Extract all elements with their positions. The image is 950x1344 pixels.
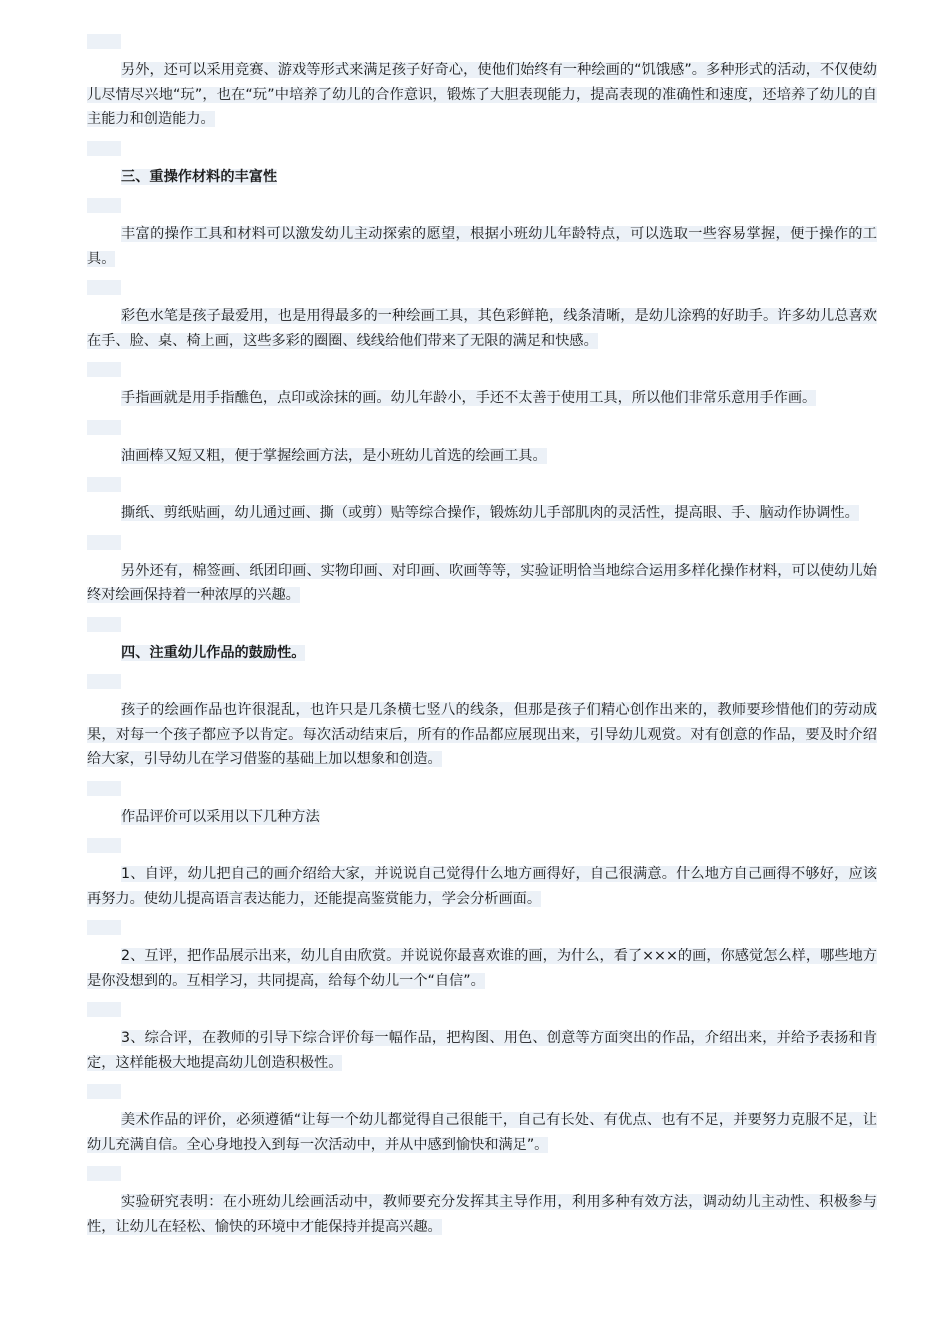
paragraph-text: 油画棒又短又粗，便于掌握绘画方法，是小班幼儿首选的绘画工具。 — [121, 447, 547, 464]
blank-line — [87, 34, 121, 49]
paragraph — [87, 58, 877, 132]
paragraph-text: 彩色水笔是孩子最爱用，也是用得最多的一种绘画工具，其色彩鲜艳，线条清晰，是幼儿涂鸦的好助手。许多幼儿总喜欢在手、脸、桌、椅上画，这些多彩的圈圈、线线给他们带来了无限的满足和快感。 — [87, 308, 877, 349]
section-heading — [87, 165, 877, 190]
blank-line — [87, 535, 121, 550]
section-heading-text: 四、注重幼儿作品的鼓励性。 — [121, 644, 306, 661]
blank-line — [87, 1084, 121, 1099]
paragraph-text: 3、综合评，在教师的引导下综合评价每一幅作品，把构图、用色、创意等方面突出的作品，介绍出来，并给予表扬和肯定，这样能极大地提高幼儿创造积极性。 — [87, 1030, 877, 1071]
blank-line — [87, 920, 121, 935]
paragraph — [87, 944, 877, 993]
paragraph-text: 撕纸、剪纸贴画，幼儿通过画、撕（或剪）贴等综合操作，锻炼幼儿手部肌肉的灵活性，提高眼、手、脑动作协调性。 — [121, 505, 859, 521]
blank-line — [87, 674, 121, 689]
paragraph — [87, 862, 877, 911]
blank-line — [87, 141, 121, 156]
paragraph — [87, 698, 877, 772]
blank-line — [87, 781, 121, 796]
blank-line — [87, 617, 121, 632]
blank-line — [87, 420, 121, 435]
blank-line — [87, 280, 121, 295]
paragraph — [87, 444, 877, 469]
paragraph — [87, 501, 877, 526]
paragraph — [87, 1026, 877, 1075]
blank-line — [87, 838, 121, 853]
paragraph-text: 手指画就是用手指醮色，点印或涂抹的画。幼儿年龄小，手还不太善于使用工具，所以他们非常乐意用手作画。 — [121, 390, 817, 406]
blank-line — [87, 362, 121, 377]
paragraph-text: 1、自评，幼儿把自己的画介绍给大家，并说说自己觉得什么地方画得好，自己很满意。什么地方自己画得不够好，应该再努力。使幼儿提高语言表达能力，还能提高鉴赏能力，学会分析画面。 — [87, 866, 877, 907]
blank-line — [87, 477, 121, 492]
paragraph-text: 另外还有，棉签画、纸团印画、实物印画、对印画、吹画等等，实验证明恰当地综合运用多样化操作材料，可以使幼儿始终对绘画保持着一种浓厚的兴趣。 — [87, 562, 877, 603]
blank-line — [87, 1002, 121, 1017]
paragraph-text: 孩子的绘画作品也许很混乱，也许只是几条横七竖八的线条，但那是孩子们精心创作出来的，教师要珍惜他们的劳动成果，对每一个孩子都应予以肯定。每次活动结束后，所有的作品都应展现出来，引导幼儿观赏。对有创意的作品，要及时介绍给大家，引导幼儿在学习借鉴的基础上加以想象和创造。 — [87, 702, 877, 767]
paragraph-text: 另外，还可以采用竞赛、游戏等形式来满足孩子好奇心，使他们始终有一种绘画的“饥饿感”。多种形式的活动，不仅使幼儿尽情尽兴地“玩”，也在“玩”中培养了幼儿的合作意识，锻炼了大胆表现能力，提高表现的准确性和速度，还培养了幼儿的自主能力和创造能力。 — [87, 62, 877, 127]
section-heading-text: 三、重操作材料的丰富性 — [121, 168, 278, 185]
paragraph-text: 作品评价可以采用以下几种方法 — [121, 808, 320, 825]
blank-line — [87, 1166, 121, 1181]
paragraph — [87, 805, 877, 830]
paragraph-text: 实验研究表明：在小班幼儿绘画活动中，教师要充分发挥其主导作用，利用多种有效方法，调动幼儿主动性、积极参与性，让幼儿在轻松、愉快的环境中才能保持并提高兴趣。 — [87, 1194, 877, 1235]
paragraph — [87, 304, 877, 353]
paragraph — [87, 386, 877, 411]
paragraph — [87, 1108, 877, 1157]
paragraph — [87, 559, 877, 608]
paragraph-text: 美术作品的评价，必须遵循“让每一个幼儿都觉得自己很能干，自己有长处、有优点、也有不足，并要努力克服不足，让幼儿充满自信。全心身地投入到每一次活动中，并从中感到愉快和满足”。 — [87, 1112, 877, 1153]
paragraph — [87, 222, 877, 271]
document-body — [87, 34, 877, 1248]
blank-line — [87, 198, 121, 213]
paragraph-text: 丰富的操作工具和材料可以激发幼儿主动探索的愿望，根据小班幼儿年龄特点，可以选取一些容易掌握，便于操作的工具。 — [87, 226, 877, 267]
paragraph-text: 2、互评，把作品展示出来，幼儿自由欣赏。并说说你最喜欢谁的画，为什么，看了×××的画，你感觉怎么样，哪些地方是你没想到的。互相学习，共同提高，给每个幼儿一个“自信”。 — [87, 948, 877, 989]
paragraph — [87, 1190, 877, 1239]
section-heading — [87, 641, 877, 666]
